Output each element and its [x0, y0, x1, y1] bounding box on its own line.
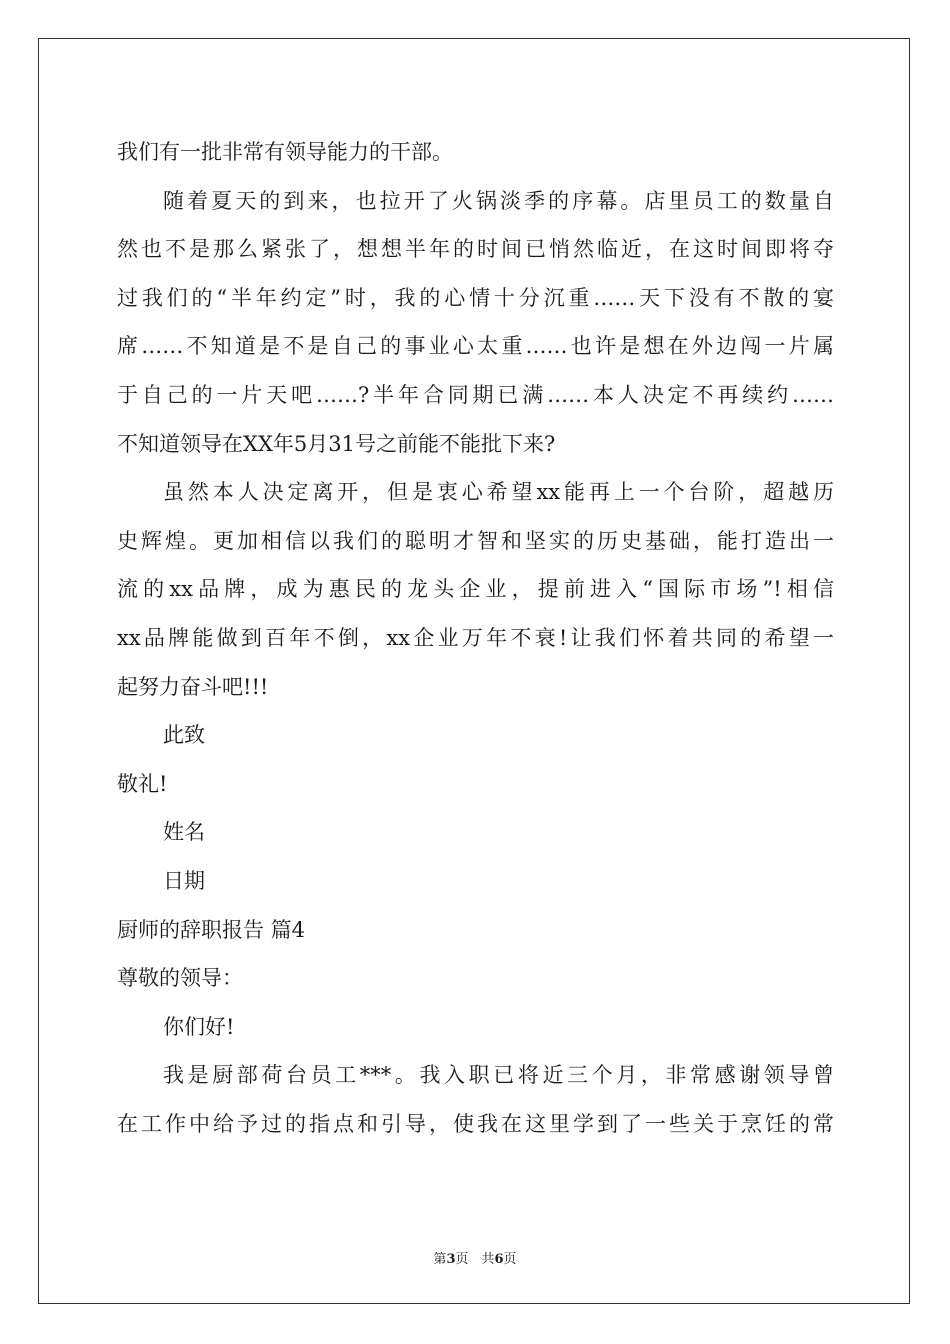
text-line: 起努力奋斗吧!!!	[117, 674, 269, 699]
text-line: 在工作中给予过的指点和引导，使我在这里学到了一些关于烹饪的常	[117, 1111, 834, 1136]
document-body	[117, 128, 834, 1148]
greeting-line: 尊敬的领导：	[117, 966, 243, 991]
footer-prefix: 第	[433, 1252, 447, 1267]
greeting-line: 你们好!	[163, 1014, 235, 1039]
text-line: 虽然本人决定离开，但是衷心希望xx能再上一个台阶，超越历	[163, 480, 834, 505]
footer-suffix: 页	[503, 1252, 517, 1267]
signature-date: 日期	[163, 868, 205, 893]
text-line: 席……不知道是不是自己的事业心太重……也许是想在外边闯一片属	[117, 334, 834, 359]
text-line: 于自己的一片天吧……?半年合同期已满……本人决定不再续约……	[117, 382, 834, 407]
text-line: 我是厨部荷台员工***。我入职已将近三个月，非常感谢领导曾	[163, 1063, 834, 1088]
text-line: 然也不是那么紧张了，想想半年的时间已悄然临近，在这时间即将夺	[117, 237, 834, 262]
text-line: 流的xx品牌，成为惠民的龙头企业，提前进入“国际市场”!相信	[117, 577, 834, 602]
closing-salutation: 此致	[163, 723, 205, 748]
section-heading: 厨师的辞职报告 篇4	[117, 917, 306, 942]
signature-name: 姓名	[163, 820, 205, 845]
footer-total-pages: 6	[494, 1252, 504, 1267]
text-line: 我们有一批非常有领导能力的干部。	[117, 140, 453, 164]
text-line: 不知道领导在XX年5月31号之前能不能批下来?	[117, 431, 556, 456]
footer-middle: 页 共	[455, 1252, 495, 1267]
text-line: xx品牌能做到百年不倒，xx企业万年不衰!让我们怀着共同的希望一	[117, 625, 834, 650]
page-footer	[0, 1248, 950, 1267]
text-line: 随着夏天的到来，也拉开了火锅淡季的序幕。店里员工的数量自	[163, 188, 834, 213]
footer-page-number: 3	[446, 1252, 456, 1267]
closing-regards: 敬礼!	[117, 771, 168, 796]
text-line: 史辉煌。更加相信以我们的聪明才智和坚实的历史基础，能打造出一	[117, 528, 834, 553]
text-line: 过我们的“半年约定”时，我的心情十分沉重……天下没有不散的宴	[117, 285, 834, 310]
